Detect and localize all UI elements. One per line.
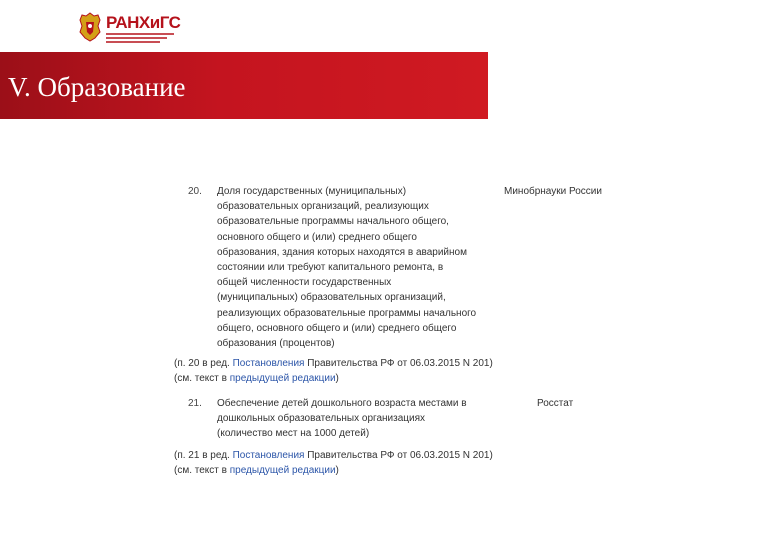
previous-edition-link[interactable]: предыдущей редакции [229, 465, 336, 477]
row-organization: Минобрнауки России [504, 186, 602, 197]
row-description [217, 184, 489, 351]
description-line: Доля государственных (муниципальных) [217, 186, 407, 197]
note-line2-suffix: ) [335, 373, 339, 385]
description-line: основного общего и (или) среднего общего [217, 231, 417, 243]
description-line: образования (процентов) [217, 338, 335, 350]
page-title: V. Образование [8, 72, 186, 102]
amendment-note [174, 448, 614, 478]
row-number: 21. [188, 397, 202, 409]
description-line: (количество мест на 1000 детей) [217, 428, 370, 440]
note-middle: Правительства РФ от 06.03.2015 N 201) [304, 358, 493, 370]
description-line: (муниципальных) образовательных организаций, [217, 292, 446, 304]
amendment-note [174, 356, 614, 386]
note-prefix: (п. 21 в ред. [174, 450, 233, 462]
description-line: образовательные программы начального общего, [217, 216, 449, 228]
table-row [174, 184, 614, 351]
document-excerpt [174, 184, 614, 479]
previous-edition-link[interactable]: предыдущей редакции [229, 373, 336, 385]
logo-tagline [106, 33, 174, 45]
note-line2-prefix: (см. текст в [174, 373, 230, 385]
description-line: образования, здания которых находятся в аварийном [217, 246, 467, 258]
table-row [174, 396, 614, 442]
resolution-link[interactable]: Постановления [232, 450, 305, 462]
row-number: 20. [188, 186, 202, 197]
logo-text: РАНХиГС [106, 13, 181, 32]
logo [78, 12, 188, 46]
resolution-link[interactable]: Постановления [232, 358, 305, 370]
description-line: Обеспечение детей дошкольного возраста местами в [217, 397, 467, 409]
description-line: общей численности государственных [217, 277, 392, 289]
note-prefix: (п. 20 в ред. [174, 358, 233, 370]
description-line: реализующих образовательные программы начального [217, 307, 477, 319]
note-middle: Правительства РФ от 06.03.2015 N 201) [304, 450, 493, 462]
description-line: общего, основного общего и (или) среднего общего [217, 322, 457, 334]
description-line: дошкольных образовательных организациях [217, 412, 425, 424]
row-organization: Росстат [537, 397, 574, 409]
note-line2-suffix: ) [335, 465, 339, 477]
description-line: состоянии или требуют капитального ремонта, в [217, 262, 444, 274]
description-line: образовательных организаций, реализующих [217, 201, 429, 213]
row-description [217, 396, 489, 442]
note-line2-prefix: (см. текст в [174, 465, 230, 477]
eagle-emblem-icon [78, 12, 102, 42]
